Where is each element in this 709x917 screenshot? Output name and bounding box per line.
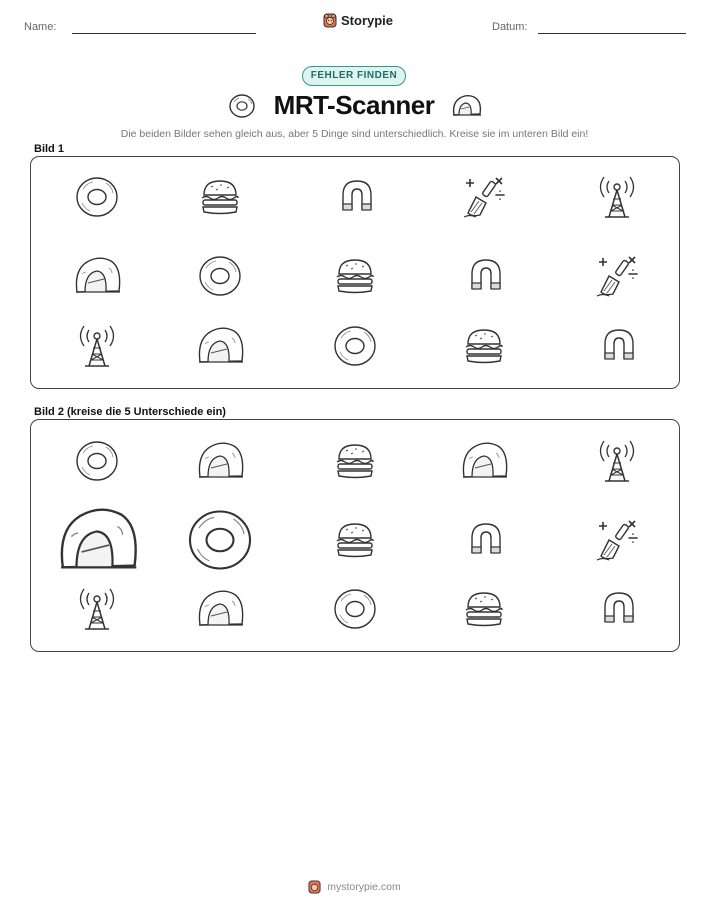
bear-logo-icon — [323, 13, 337, 28]
magnet-icon[interactable] — [460, 516, 508, 564]
picture2-label: Bild 2 (kreise die 5 Unterschiede ein) — [34, 406, 226, 418]
radio-tower-icon — [593, 173, 641, 221]
donut-icon[interactable] — [331, 585, 379, 633]
rock-cave-icon — [196, 322, 244, 370]
donut-icon — [331, 322, 379, 370]
paintbrush-math-icon[interactable] — [593, 516, 641, 564]
name-field-line[interactable] — [72, 33, 256, 34]
magnet-icon[interactable] — [593, 585, 641, 633]
brand-name: Storypie — [341, 13, 394, 28]
magnet-icon — [460, 252, 508, 300]
burger-icon — [331, 252, 379, 300]
donut-icon — [228, 93, 256, 119]
footer — [0, 880, 709, 894]
burger-icon — [196, 173, 244, 221]
picture1-label: Bild 1 — [34, 143, 64, 155]
donut-icon — [73, 173, 121, 221]
donut-icon — [196, 252, 244, 300]
rock-cave-icon[interactable] — [196, 437, 244, 485]
donut-icon[interactable] — [73, 437, 121, 485]
paintbrush-math-icon — [593, 252, 641, 300]
instructions: Die beiden Bilder sehen gleich aus, aber 5 Dinge sind unterschiedlich. Kreise sie im unteren Bild ein! — [120, 128, 589, 140]
radio-tower-icon[interactable] — [73, 585, 121, 633]
magnet-icon — [593, 322, 641, 370]
burger-icon[interactable] — [460, 585, 508, 633]
brand-logo — [323, 13, 393, 28]
burger-icon[interactable] — [331, 516, 379, 564]
rock-cave-icon[interactable] — [56, 499, 138, 581]
rock-cave-icon — [73, 252, 121, 300]
paintbrush-math-icon — [460, 173, 508, 221]
rock-cave-icon[interactable] — [460, 437, 508, 485]
radio-tower-icon — [73, 322, 121, 370]
section-badge: FEHLER FINDEN — [302, 66, 406, 86]
magnet-icon — [331, 173, 379, 221]
page-title: MRT-Scanner — [273, 90, 435, 120]
radio-tower-icon[interactable] — [593, 437, 641, 485]
rock-cave-icon[interactable] — [196, 585, 244, 633]
burger-icon[interactable] — [331, 437, 379, 485]
burger-icon — [460, 322, 508, 370]
rock-cave-icon — [451, 93, 483, 119]
footer-url: mystorypie.com — [327, 881, 401, 893]
donut-icon[interactable] — [184, 504, 256, 576]
date-field-line[interactable] — [538, 33, 686, 34]
date-label: Datum: — [492, 21, 528, 33]
name-label: Name: — [24, 21, 57, 33]
bear-logo-icon — [308, 880, 321, 894]
